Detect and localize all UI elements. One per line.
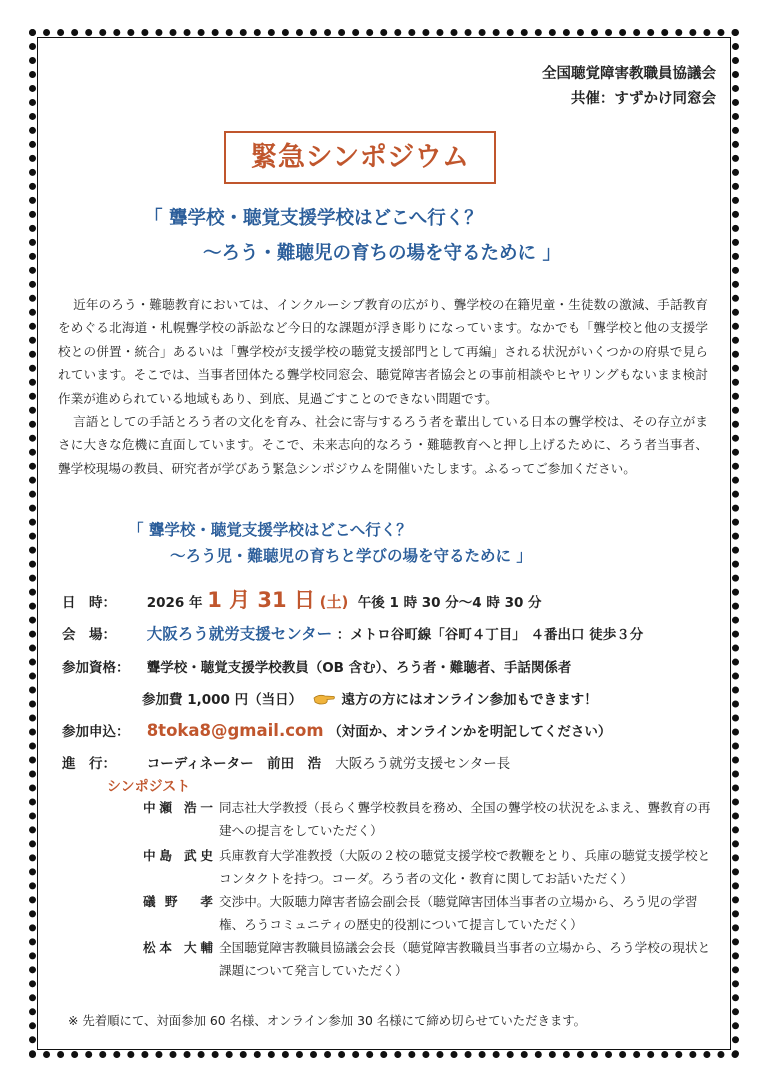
- symposist-name: 中瀬 浩一: [143, 800, 213, 815]
- application-label: 参加申込：: [62, 724, 130, 740]
- moderator-label: 進 行：: [62, 756, 116, 772]
- cohost-name: 共催：すずかけ同窓会: [570, 91, 716, 107]
- intro-paragraph-2: 言語としての手話とろう者の文化を育み、社会に寄与するろう者を輩出している日本の聾学校は、その存立がまさに大きな危機に直面しています。そこで、未来志向的なろう・難聴教育へと押し上げるために、ろう者当事者、聾学校現場の教員、研究者が学びあう緊急シンポジウムを開催いたします。ふるってご参加ください。: [58, 414, 708, 476]
- fee-row: [142, 688, 598, 708]
- date-row: [62, 584, 542, 614]
- subtitle-line2: ～ろう児・難聴児の育ちと学びの場を守るために 」: [170, 547, 532, 565]
- intro-paragraph-1: 近年のろう・難聴教育においては、インクルーシブ教育の広がり、聾学校の在籍児童・生徒数の激減、手話教育をめぐる北海道・札幌聾学校の訴訟など今日的な課題が浮き彫りになっています。なかでも「聾学校と他の支援学校との併置・統合」あるいは「聾学校が支援学校の聴覚支援部門として再編」される状況がいくつかの府県で見られています。そこでは、当事者団体たる聾学校同窓会、聴覚障害者協会との事前相談やヒヤリングもないまま検討作業が進められている地域もあり、到底、見過ごすことのできない問題です。: [58, 297, 708, 406]
- symposist-description: 兵庫教育大学准教授（大阪の２校の聴覚支援学校で教鞭をとり、兵庫の聴覚支援学校とコンタクトを持つ。コーダ。ろう者の文化・教育に関してお話いただく）: [219, 848, 711, 886]
- moderator-row: [62, 752, 510, 772]
- fee-text: 参加費 1,000 円（当日）: [142, 692, 303, 708]
- emergency-symposium-badge: 緊急シンポジウム: [224, 131, 496, 184]
- date-weekday: (土): [319, 593, 349, 611]
- application-row: [62, 720, 611, 740]
- main-title-line1: 「 聾学校・聴覚支援学校はどこへ行く？: [144, 208, 483, 229]
- application-note: （対面か、オンラインかを明記してください）: [328, 724, 612, 740]
- venue-label: 会 場：: [62, 627, 116, 643]
- organizer-block: [542, 62, 716, 112]
- pointing-hand-icon: [313, 693, 335, 705]
- eligibility-row: [62, 656, 571, 676]
- application-email-link[interactable]: 8toka8@gmail.com: [146, 721, 324, 740]
- online-participation-note: 遠方の方にはオンライン参加もできます！: [341, 692, 598, 708]
- symposist-description: 同志社大学教授（長らく聾学校教員を務め、全国の聾学校の状況をふまえ、聾教育の再建への提言をしていただく）: [219, 800, 711, 838]
- moderator-affiliation: 大阪ろう就労支援センター長: [335, 756, 511, 772]
- symposist-name: 松本 大輔: [143, 940, 213, 955]
- date-month-day: 1 月 31 日: [207, 588, 315, 612]
- eligibility-label: 参加資格：: [62, 660, 130, 676]
- organizer-name: 全国聴覚障害教職員協議会: [542, 66, 716, 82]
- moderator-name: コーディネーター 前田 浩: [146, 756, 322, 772]
- date-year: 2026 年: [146, 595, 203, 611]
- date-time: 午後 1 時 30 分～4 時 30 分: [357, 595, 542, 611]
- symposist-item: [143, 891, 718, 936]
- symposist-name: 中島 武史: [143, 848, 213, 863]
- subtitle-line1: 「 聾学校・聴覚支援学校はどこへ行く？: [128, 521, 412, 539]
- main-title-line2: ～ろう・難聴児の育ちの場を守るために 」: [203, 243, 561, 264]
- symposist-description: 交渉中。大阪聴力障害者協会副会長（聴覚障害団体当事者の立場から、ろう児の学習権、ろうコミュニティの歴史的役割について提言していただく）: [219, 894, 698, 932]
- symposist-item: [143, 797, 718, 842]
- venue-name: 大阪ろう就労支援センター: [146, 625, 333, 643]
- venue-row: [62, 622, 643, 644]
- symposist-item: [143, 845, 718, 890]
- capacity-footnote: ※ 先着順にて、対面参加 60 名様、オンライン参加 30 名様にて締め切らせていただきます。: [68, 1013, 587, 1028]
- symposist-description: 全国聴覚障害教職員協議会会長（聴覚障害教職員当事者の立場から、ろう学校の現状と課題について発言していただく）: [219, 940, 711, 978]
- symposist-name: 礒野 孝: [143, 894, 213, 909]
- venue-access: ：メトロ谷町線「谷町４丁目」 ４番出口 徒歩３分: [336, 627, 644, 643]
- symposists-heading: シンポジスト: [107, 779, 191, 795]
- eligibility-text: 聾学校・聴覚支援学校教員（OB 含む）、ろう者・難聴者、手話関係者: [146, 660, 572, 676]
- intro-body: [58, 293, 708, 480]
- symposist-item: [143, 937, 718, 982]
- date-label: 日 時：: [62, 595, 116, 611]
